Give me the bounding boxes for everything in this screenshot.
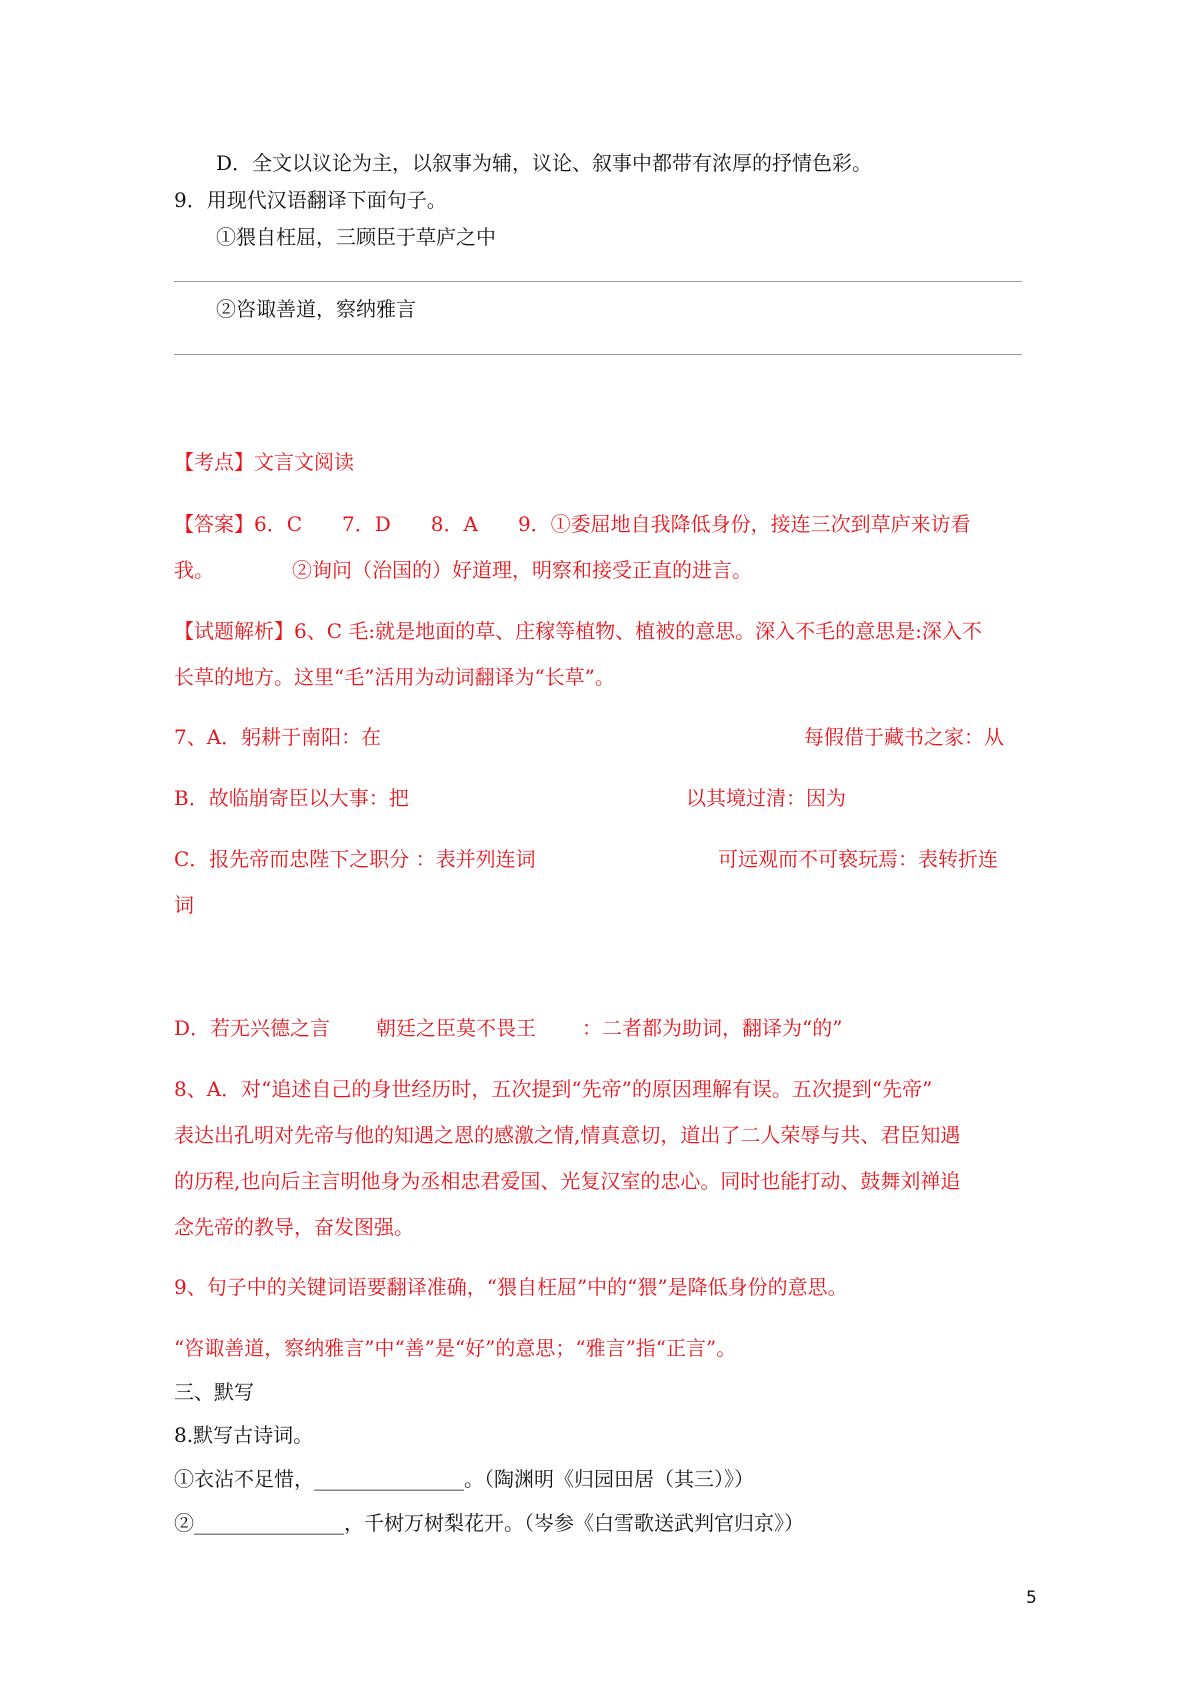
answer-tag: 【答案】	[174, 512, 254, 536]
kaodian-tag: 【考点】	[174, 450, 254, 474]
answer-text: 6．C 7．D 8．A 9．①委屈地自我降低身份，接连三次到草庐来访看	[254, 512, 971, 536]
analysis-text: 6、C 毛:就是地面的草、庄稼等植物、植被的意思。深入不毛的意思是:深入不	[294, 619, 982, 643]
q7-d-right: ：二者都为助词，翻译为“的”	[582, 1016, 843, 1040]
q8-analysis-line-3: 的历程,也向后主言明他身为丞相忠君爱国、光复汉室的忠心。同时也能打动、鼓舞刘禅追	[174, 1169, 961, 1193]
q8-analysis-line-1: 8、A．对“追述自己的身世经历时，五次提到“先帝”的原因理解有误。五次提到“先帝”	[174, 1077, 933, 1101]
q8-analysis-line-4: 念先帝的教导，奋发图强。	[174, 1215, 414, 1239]
poem-fill-2: ②_______________，千树万树梨花开。（岑参《白雪歌送武判官归京》）	[174, 1511, 804, 1535]
analysis-line-2: 长草的地方。这里“毛”活用为动词翻译为“长草”。	[174, 665, 615, 689]
analysis-tag: 【试题解析】	[174, 619, 294, 643]
q9-sentence-2: ②咨诹善道，察纳雅言	[216, 297, 416, 321]
answer-item-9-2: ②询问（治国的）好道理，明察和接受正直的进言。	[292, 558, 752, 582]
q7-b-left: B．故临崩寄臣以大事：把	[174, 786, 409, 810]
section-3-q8: 8.默写古诗词。	[174, 1423, 314, 1447]
q9-sentence-1: ①猥自枉屈，三顾臣于草庐之中	[216, 225, 496, 249]
kaodian-text: 文言文阅读	[254, 450, 354, 474]
q7-c-right: 可远观而不可亵玩焉：表转折连	[718, 847, 998, 871]
analysis-line-1	[174, 618, 982, 644]
q7-a-right: 每假借于藏书之家：从	[804, 725, 1004, 749]
q9-analysis-line-1: 9、句子中的关键词语要翻译准确，“猥自枉屈”中的“猥”是降低身份的意思。	[174, 1275, 848, 1299]
answer-line-first	[174, 511, 971, 537]
q7-d-mid: 朝廷之臣莫不畏王	[376, 1016, 536, 1040]
q7-c-left: C．报先帝而忠陛下之职分 ：表并列连词	[174, 847, 536, 871]
q9-title: 9．用现代汉语翻译下面句子。	[174, 188, 447, 212]
answer-line-2	[174, 354, 1022, 355]
q8-analysis-line-2: 表达出孔明对先帝与他的知遇之恩的感激之情,情真意切，道出了二人荣辱与共、君臣知遇	[174, 1123, 961, 1147]
section-3-title: 三、默写	[174, 1380, 254, 1404]
kaodian	[174, 449, 354, 475]
q7-d-left: D．若无兴德之言	[174, 1016, 331, 1040]
q8-option-d: D．全文以议论为主，以叙事为辅，议论、叙事中都带有浓厚的抒情色彩。	[216, 151, 873, 175]
q7-c-wrap: 词	[174, 893, 194, 917]
q9-analysis-line-2: “咨诹善道，察纳雅言”中“善”是“好”的意思；“雅言”指“正言”。	[174, 1336, 737, 1360]
answer-line-1	[174, 281, 1022, 282]
q7-b-right: 以其境过清：因为	[686, 786, 846, 810]
page-number: 5	[1026, 1588, 1037, 1608]
q7-a-left: 7、A．躬耕于南阳：在	[174, 725, 382, 749]
answer-wrap: 我。	[174, 558, 214, 582]
poem-fill-1: ①衣沾不足惜，_______________。（陶渊明《归园田居（其三）》）	[174, 1467, 754, 1491]
